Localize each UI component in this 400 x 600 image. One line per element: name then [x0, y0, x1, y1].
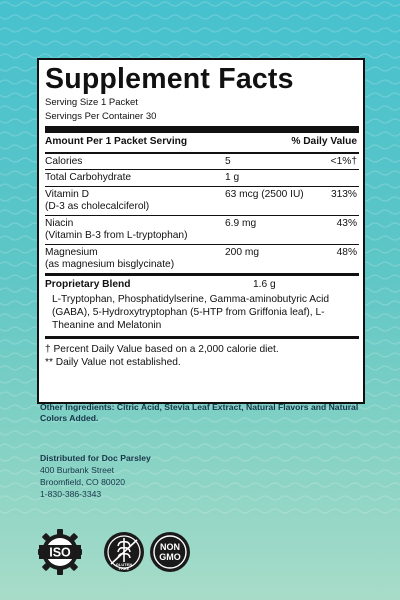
certification-badges [38, 528, 208, 578]
distributor-block [40, 452, 240, 500]
nutrient-amount: 63 mcg (2500 IU) [225, 188, 304, 200]
distributor-address-line1: 400 Burbank Street [40, 465, 115, 475]
thick-divider [45, 126, 359, 133]
nutrient-amount: 6.9 mg [225, 217, 257, 229]
nutrient-name: Total Carbohydrate [45, 172, 132, 183]
nutrient-name: Calories [45, 155, 83, 167]
blend-name: Proprietary Blend [45, 278, 131, 290]
nutrient-row [45, 170, 359, 186]
footnote-dv: † Percent Daily Value based on a 2,000 calorie diet. [45, 344, 279, 356]
table-header [45, 133, 359, 152]
amount-header: Amount Per 1 Packet Serving [45, 136, 188, 147]
iso-badge-icon [38, 529, 82, 575]
wave-line [0, 509, 400, 513]
nutrient-daily-value [325, 172, 359, 185]
gluten-free-text-top: GLUTEN [115, 562, 133, 567]
blend-amount: 1.6 g [253, 278, 276, 290]
nutrient-name: Niacin [45, 217, 74, 229]
nutrient-daily-value: 43% [336, 217, 357, 229]
daily-value-header: % Daily Value [291, 136, 357, 147]
distributor-heading: Distributed for Doc Parsley [40, 453, 151, 463]
iso-text: ISO [49, 545, 71, 560]
non-gmo-text-bottom: GMO [159, 552, 181, 562]
nutrient-daily-value: <1%† [330, 155, 357, 167]
nutrient-source: (as magnesium bisglycinate) [45, 259, 175, 270]
wave-line [0, 2, 400, 6]
distributor-address-line2: Broomfield, CO 80020 [40, 477, 126, 487]
wave-line [0, 431, 400, 435]
panel-title: Supplement Facts [45, 63, 294, 95]
non-gmo-text-top: NON [160, 542, 180, 552]
wave-line [0, 15, 400, 19]
other-ingredients: Other Ingredients: Citric Acid, Stevia Leaf Extract, Natural Flavors and Natural Colors Added. [40, 402, 359, 424]
wave-line [0, 41, 400, 45]
distributor-phone: 1-830-386-3343 [40, 489, 102, 499]
nutrient-row [45, 216, 359, 244]
nutrient-row [45, 154, 359, 170]
nutrient-row [45, 245, 359, 273]
wave-line [0, 28, 400, 32]
nutrient-list [45, 154, 359, 273]
non-gmo-badge-icon [150, 532, 190, 572]
gluten-free-text-bottom: FREE [118, 566, 130, 571]
nutrient-source: (Vitamin B-3 from L-tryptophan) [45, 230, 188, 241]
nutrient-daily-value: 313% [330, 188, 357, 200]
nutrient-daily-value: 48% [336, 246, 357, 258]
blend-description: L-Tryptophan, Phosphatidylserine, Gamma-aminobutyric Acid (GABA), 5-Hydroxytryptophan (5-HTP from Griffonia leaf), L-Theanine and Melatonin [52, 294, 330, 331]
nutrient-name: Vitamin D [45, 188, 89, 200]
proprietary-blend [45, 276, 359, 337]
nutrient-row [45, 187, 359, 215]
nutrient-amount: 5 [225, 155, 231, 167]
wave-line [0, 444, 400, 448]
supplement-facts-panel [37, 58, 365, 404]
gluten-free-badge-icon [104, 532, 144, 572]
nutrient-source: (D-3 as cholecalciferol) [45, 201, 150, 212]
nutrient-amount: 200 mg [225, 246, 259, 258]
serving-size: Serving Size 1 Packet [45, 97, 138, 108]
nutrient-name: Magnesium [45, 246, 98, 258]
footnote-not-established: ** Daily Value not established. [45, 357, 181, 369]
servings-per-container: Servings Per Container 30 [45, 110, 157, 122]
nutrient-amount: 1 g [225, 172, 240, 183]
